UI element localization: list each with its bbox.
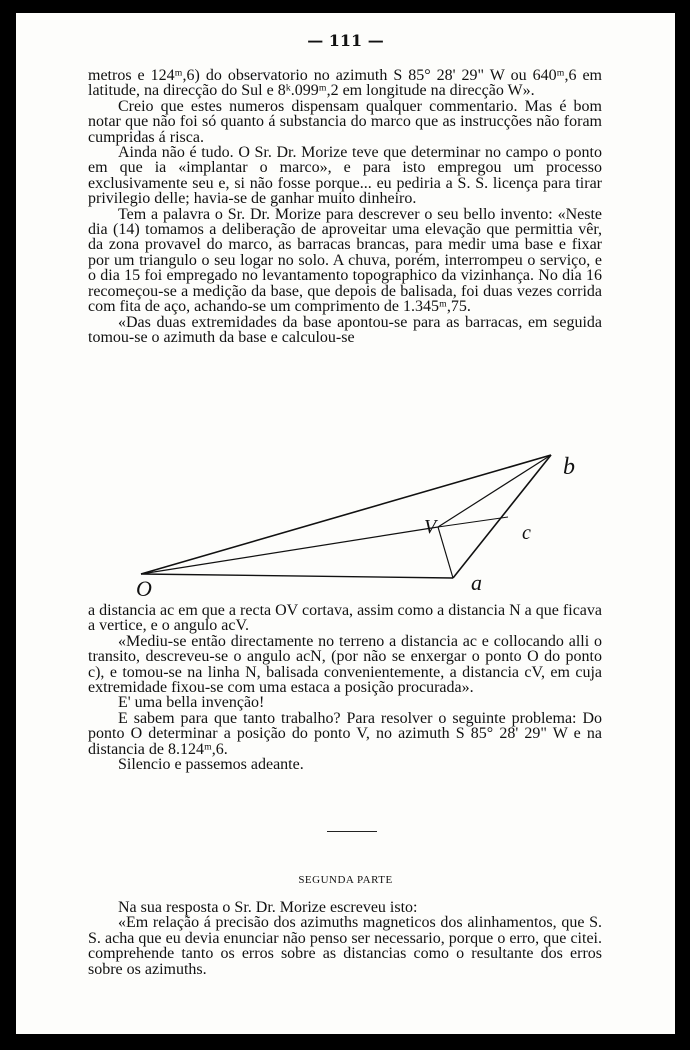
- paragraph: a distancia ac em que a recta OV cortava, assim como a distancia N a que ficava a vertice, e o angulo acV.: [88, 602, 602, 635]
- paragraph: «Em relação á precisão dos azimuths magneticos dos alinhamentos, que S. S. acha que eu devia enunciar não penso ser necessario, porque o erro, que citei. comprehende tanto os erros sobre as distancias como o resultante dos erros sobre os azimuths.: [88, 914, 602, 978]
- paragraph: Tem a palavra o Sr. Dr. Morize para descrever o seu bello invento: «Neste dia (14) tomamos a deliberação de aproveitar uma elevação que permittia vêr, da zona provavel do marco, as barracas brancas, para medir uma base e fixar por um triangulo o seu logar no solo. A chuva, porém, interrompeu o serviço, e o dia 15 foi empregado no levantamento topographico da vizinhança. No dia 16 recomeçou-se a medição da base, que depois de balisada, foi duas vezes corrida com fita de aço, achando-se um comprimento de 1.345ᵐ,75.: [88, 205, 602, 316]
- label-a: a: [471, 570, 482, 595]
- line-a-b: [453, 455, 551, 578]
- page-number: — 111 —: [307, 31, 384, 50]
- diagram-svg: [96, 433, 596, 613]
- text-block-top: [88, 68, 602, 345]
- paragraph: metros e 124ᵐ,6) do observatorio no azimuth S 85° 28' 29" W ou 640ᵐ,6 em latitude, na direcção do Sul e 8ᵏ.099ᵐ,2 em longitude na direcção W».: [88, 67, 602, 100]
- paragraph: E' uma bella invenção!: [118, 694, 265, 712]
- label-o: O: [136, 576, 152, 601]
- line-o-b: [141, 455, 551, 574]
- paragraph: «Das duas extremidades da base apontou-se para as barracas, em seguida tomou-se o azimuth da base e calculou-se: [88, 313, 602, 346]
- paragraph: Creio que estes numeros dispensam qualquer commentario. Mas é bom notar que não foi só quanto á substancia do marco que as instrucções não foram cumpridas á risca.: [88, 97, 602, 146]
- paragraph: E sabem para que tanto trabalho? Para resolver o seguinte problema: Do ponto O determinar a posição do ponto V, no azimuth S 85° 28' 29" W e na distancia de 8.124ᵐ,6.: [88, 709, 602, 758]
- line-v-a: [438, 527, 453, 578]
- text-block-section: [88, 900, 602, 977]
- label-c: c: [522, 522, 531, 544]
- label-b: b: [563, 454, 575, 480]
- line-v-b: [438, 455, 551, 527]
- line-o-a: [141, 574, 453, 578]
- text-block-bottom: [88, 603, 602, 772]
- paragraph: Silencio e passemos adeante.: [118, 756, 304, 774]
- triangulation-diagram: [96, 433, 596, 613]
- section-title: SEGUNDA PARTE: [298, 874, 393, 886]
- line-o-v: [141, 527, 438, 574]
- label-v: V: [424, 516, 437, 538]
- paragraph: Ainda não é tudo. O Sr. Dr. Morize teve que determinar no campo o ponto em que ia «implantar o marco», e para isto empregou um processo exclusivamente seu e, si não fosse porque... eu pediria a S. S. licença para tirar privilegio delle; havia-se de ganhar muito dinheiro.: [88, 144, 602, 208]
- paragraph: «Mediu-se então directamente no terreno a distancia ac e collocando alli o transito, descreveu-se o angulo acN, (por não se enxergar o ponto O do ponto c), e tomou-se na linha N, balisada convenientemente, a distancia cV, em cuja extremidade fixou-se com uma estaca a posição procurada».: [88, 632, 602, 697]
- paragraph: Na sua resposta o Sr. Dr. Morize escreveu isto:: [118, 899, 418, 916]
- book-page: [16, 13, 675, 1034]
- section-divider: [327, 831, 377, 832]
